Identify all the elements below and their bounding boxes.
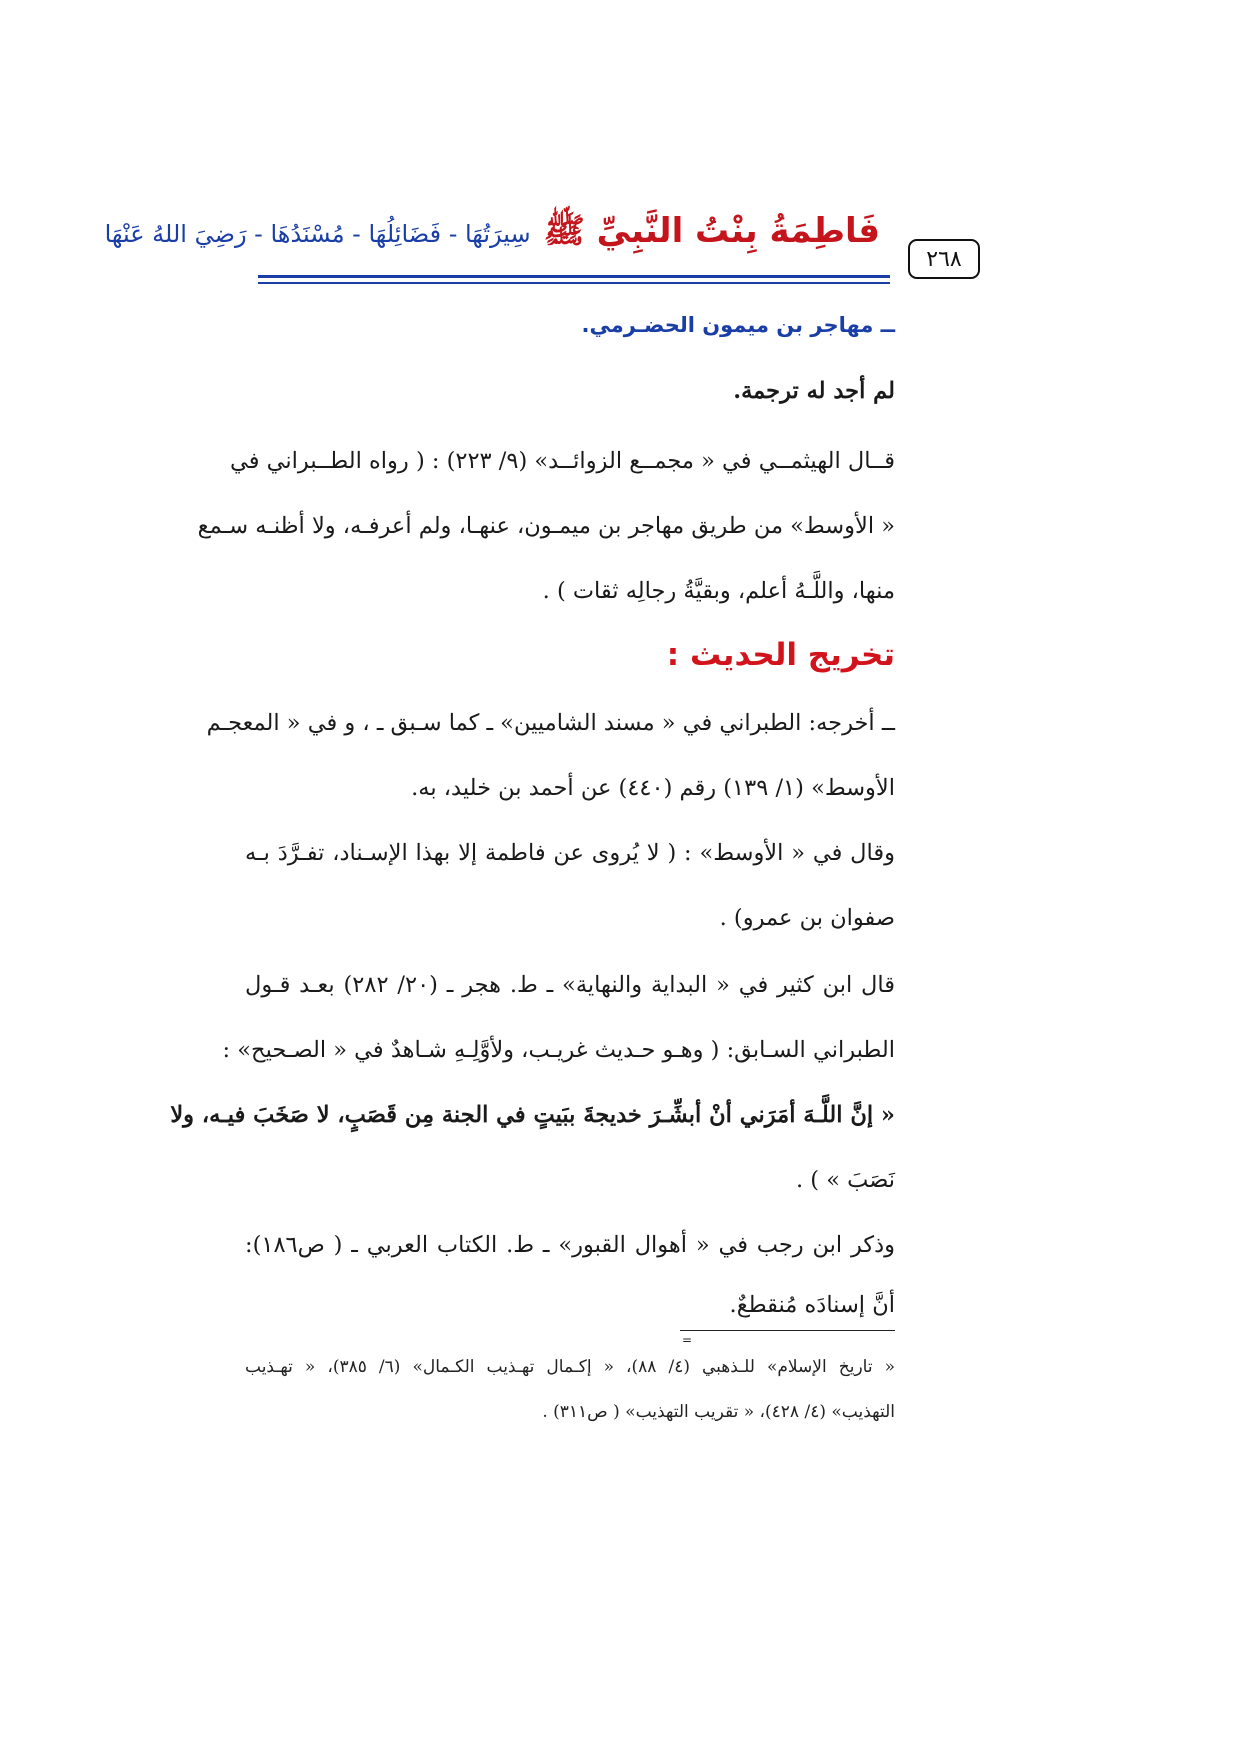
page-number: ٢٦٨ bbox=[926, 246, 962, 272]
running-header-title bbox=[104, 210, 880, 270]
hadith-text-line-2: نَصَبَ » ) . bbox=[795, 1167, 895, 1193]
takhrij-line-2: الأوسط» (١/ ١٣٩) رقم (٤٤٠) عن أحمد بن خليد، به. bbox=[411, 775, 895, 801]
hadith-text-line-1: « إنَّ اللَّـهَ أمَرَني أنْ أبشِّـرَ خديجةَ ببَيتٍ في الجنة مِن قَصَبٍ، لا صَخَبَ فيـه، ولا bbox=[170, 1102, 895, 1128]
footnote-continuation-marker: = bbox=[682, 1333, 693, 1347]
footnote-separator bbox=[680, 1330, 895, 1331]
book-subtitle: سِيرَتُهَا - فَضَائِلُهَا - مُسْنَدُهَا - رَضِيَ اللهُ عَنْهَا bbox=[104, 220, 531, 248]
quote-line-3: منها، واللَّـهُ أعلم، وبقيَّةُ رجالِه ثقات ) . bbox=[542, 578, 895, 604]
header-rule-thin bbox=[258, 282, 890, 284]
ibn-rajab-line-2: أنَّ إسنادَه مُنقطعٌ. bbox=[729, 1292, 895, 1318]
quote-line-2: « الأوسط» من طريق مهاجر بن ميمـون، عنهـا، ولم أعرفـه، ولا أظنـه سـمع bbox=[197, 513, 895, 539]
takhrij-line-1: ــ أخرجه: الطبراني في « مسند الشاميين» ـ كما سـبق ـ ، و في « المعجـم bbox=[206, 710, 895, 736]
ibn-kathir-line-1: قال ابن كثير في « البداية والنهاية» ـ ط. هجر ـ (٢٠/ ٢٨٢) بعـد قـول bbox=[245, 972, 896, 998]
ibn-kathir-line-2: الطبراني السـابق: ( وهـو حـديث غريـب، ولأوَّلِـهِ شـاهدٌ في « الصـحيح» : bbox=[222, 1037, 895, 1063]
footnote-line-2: التهذيب» (٤/ ٤٢٨)، « تقريب التهذيب» ( ص٣١١) . bbox=[542, 1402, 895, 1422]
book-title: فَاطِمَةُ بِنْتُ النَّبِيِّ ﷺ bbox=[543, 211, 880, 251]
header-rule-thick bbox=[258, 275, 890, 278]
awsat-line-2: صفوان بن عمرو) . bbox=[719, 905, 895, 931]
quote-line-1: قــال الهيثمــي في « مجمــع الزوائــد» (٩/ ٢٢٣) : ( رواه الطــبراني في bbox=[229, 448, 895, 474]
section-heading: تخريج الحديث : bbox=[666, 637, 895, 673]
footnote-line-1: « تاريخ الإسلام» للـذهبي (٤/ ٨٨)، « إكـمال تهـذيب الكـمال» (٦/ ٣٨٥)، « تهـذيب bbox=[245, 1357, 895, 1377]
narrator-name: ــ مهاجر بن ميمون الحضـرمي. bbox=[581, 313, 895, 337]
no-biography-note: لم أجد له ترجمة. bbox=[733, 378, 895, 404]
ibn-rajab-line-1: وذكر ابن رجب في « أهوال القبور» ـ ط. الكتاب العربي ـ ( ص١٨٦): bbox=[245, 1232, 895, 1258]
awsat-line-1: وقال في « الأوسط» : ( لا يُروى عن فاطمة إلا بهذا الإسـناد، تفـرَّدَ بـه bbox=[245, 840, 895, 866]
page-number-badge bbox=[908, 239, 980, 279]
